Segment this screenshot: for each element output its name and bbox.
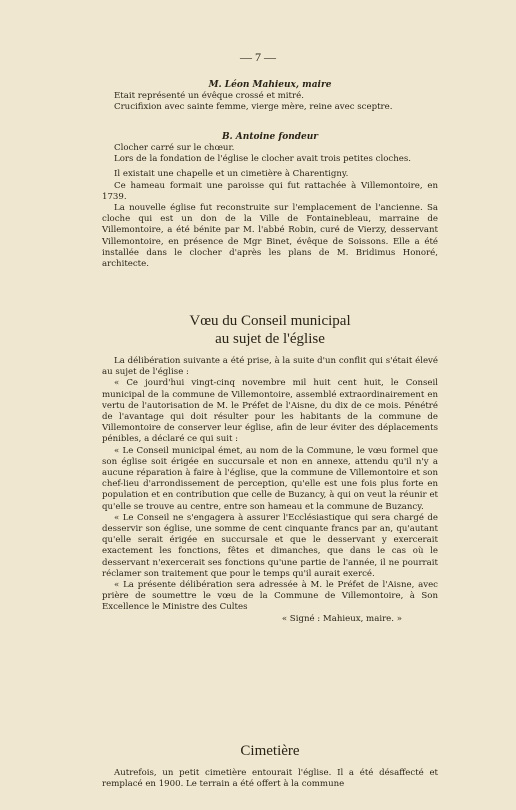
title-line: au sujet de l'église	[215, 331, 325, 347]
page-number: — 7 —	[240, 50, 276, 64]
heading-founder: B. Antoine fondeur	[221, 132, 319, 142]
title-cemetery: Cimetière	[240, 743, 300, 759]
signature-line: « Signé : Mahieux, maire. »	[281, 613, 402, 624]
title-line: Vœu du Conseil municipal	[189, 313, 351, 329]
paragraph: Ce hameau formait une paroisse qui fut rattachée à Villemontoire, en 1739.	[102, 180, 438, 202]
paragraph: La nouvelle église fut reconstruite sur l'emplacement de l'ancienne. Sa cloche qui est un don de la Ville de Fontainebleau, marraine de Villemontoire, a été bénite par M. l'abbé Robin, curé de Vierzy, desservant Villemontoire, en présence de Mgr Binet, évêque de Soissons. Elle a été installée dans le clocher d'après les plans de M. Bridimus Honoré, architecte.	[102, 203, 438, 270]
paragraph: « Le Conseil ne s'engagera à assurer l'Ecclésiastique qui sera chargé de desservir son église, une somme de cent cinquante francs par an, qu'autant qu'elle serait érigée en succursale et que le desservant y exercerait exactement les fonctions, fêtes et dimanches, que dans le cas où le desservant n'exercerait ses fonctions qu'une partie de l'année, il ne pourrait réclamer son traitement que pour le temps qu'il aurait exercé.	[102, 512, 438, 579]
section-founder	[102, 132, 438, 270]
paragraph: Crucifixion avec sainte femme, vierge mère, reine avec sceptre.	[114, 102, 393, 113]
paragraph: La délibération suivante a été prise, à la suite d'un conflit qui s'était élevé au sujet de l'église :	[102, 356, 438, 378]
title-council-vow	[102, 312, 438, 348]
section-bell-inscription	[102, 80, 438, 113]
section-cemetery	[102, 768, 438, 790]
paragraph: « Le Conseil municipal émet, au nom de la Commune, le vœu formel que son église soit érigée en succursale et non en annexe, attendu qu'il n'y a aucune réparation à faire à l'église, que la commune de Villemontoire et son chef-lieu d'arrondissement de perception, qu'elle est une fois plus forte en population et en contribution que celle de Buzancy, à qui on veut la réunir et qu'elle se trouve au centre, entre son hameau et la commune de Buzancy.	[102, 445, 438, 512]
paragraph: Lors de la fondation de l'église le clocher avait trois petites cloches.	[114, 154, 411, 165]
section-deliberation	[102, 356, 438, 625]
paragraph: Etait représenté un évêque crossé et mitré.	[114, 91, 304, 101]
paragraph: « Ce jourd'hui vingt-cinq novembre mil huit cent huit, le Conseil municipal de la commune de Villemontoire, assemblé extraordinairement en vertu de l'autorisation de M. le Préfet de l'Aisne, du dix de ce mois. Pénétré de l'avantage qui doit résulter pour les habitants de la commune de Villemontoire de conserver leur église, afin de leur éviter des déplacements pénibles, a déclaré ce qui suit :	[102, 378, 438, 445]
paragraph: Il existait une chapelle et un cimetière à Charentigny.	[114, 169, 349, 180]
paragraph: Autrefois, un petit cimetière entourait l'église. Il a été désaffecté et remplacé en 1900. Le terrain a été offert à la commune	[102, 768, 438, 790]
heading-mayor: M. Léon Mahieux, maire	[208, 80, 332, 90]
paragraph: Clocher carré sur le chœur.	[114, 143, 235, 153]
paragraph: « La présente délibération sera adressée à M. le Préfet de l'Aisne, avec prière de soumettre le vœu de la Commune de Villemontoire, à Son Excellence le Ministre des Cultes	[102, 580, 438, 613]
